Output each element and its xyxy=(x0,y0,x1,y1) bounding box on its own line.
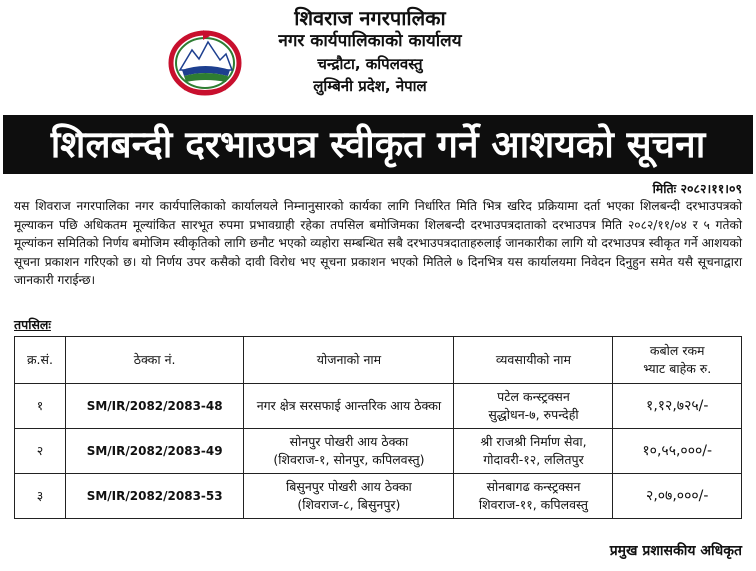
row-firm-line2: गोदावरी-१२, ललितपुर xyxy=(483,452,584,467)
row-firm-line2: सुद्धोधन-७, रुपन्देही xyxy=(488,407,579,422)
header-bid-amount-line1: कबोल रकम xyxy=(649,343,705,358)
row-firm-line1: पटेल कन्स्ट्रक्सन xyxy=(497,389,570,404)
row-bid-amount: १,१२,७२५/- xyxy=(613,384,742,429)
header-bid-amount-line2: भ्याट बाहेक रु. xyxy=(643,361,712,376)
header-project-name: योजनाको नाम xyxy=(244,337,454,384)
letterhead xyxy=(0,0,756,112)
municipality-name: शिवराज नगरपालिका xyxy=(294,6,446,30)
bid-acceptance-table xyxy=(14,336,742,519)
row-serial-number: १ xyxy=(15,384,66,429)
nepal-emblem-icon xyxy=(168,26,242,96)
row-project-line2: (शिवराज-१, सोनपुर, कपिलवस्तु) xyxy=(273,452,425,467)
row-project-line1: बिसुनपुर पोखरी आय ठेक्का xyxy=(286,479,412,494)
row-firm-name xyxy=(454,384,613,429)
notice-date: मितिः २०८२।११।०९ xyxy=(652,181,742,196)
office-name: नगर कार्यपालिकाको कार्यालय xyxy=(278,31,462,51)
row-contract-number: SM/IR/2082/2083-48 xyxy=(65,384,243,429)
row-firm-name xyxy=(454,429,613,474)
table-row xyxy=(15,384,742,429)
header-serial-number: क्र.सं. xyxy=(15,337,66,384)
row-bid-amount: २,०७,०००/- xyxy=(613,474,742,519)
row-project-line2: (शिवराज-८, बिसुनपुर) xyxy=(297,497,401,512)
table-header-row xyxy=(15,337,742,384)
notice-body-paragraph: यस शिवराज नगरपालिका नगर कार्यपालिकाको कार्यालयले निम्नानुसारको कार्यका लागि निर्धारित मिति भित्र खरिद प्रक्रियामा दर्ता भएका शिलबन्दी दरभाउपत्रको मूल्याकन पछि अधिकतम मूल्यांकित सारभूत रुपमा प्रभावग्राही रहेका तपसिल बमोजिमका शिलबन्दी दरभाउपत्रदाताको दरभाउपत्र मिति २०८२/११/०४ र ५ गतेको मूल्यांकन समितिको निर्णय बमोजिम स्वीकृतिको लागि छनौट भएको व्यहोरा सम्बन्धित सबै दरभाउपत्रदाताहरुलाई जानकारीका लागि यो दरभाउपत्र स्वीकृत गर्ने आशयको सूचना प्रकाशन गरिएको छ। यो निर्णय उपर कसैको दावी विरोध भए सूचना प्रकाशन भएको मितिले ७ दिनभित्र यस कार्यालयमा निवेदन दिनुहुन समेत यसै सूचनाद्वारा जानकारी गराईन्छ। xyxy=(14,199,742,287)
row-contract-number: SM/IR/2082/2083-49 xyxy=(65,429,243,474)
header-bid-amount xyxy=(613,337,742,384)
notice-title-banner: शिलबन्दी दरभाउपत्र स्वीकृत गर्ने आशयको सूचना xyxy=(3,115,753,174)
table-row xyxy=(15,429,742,474)
row-bid-amount: १०,५५,०००/- xyxy=(613,429,742,474)
row-firm-line2: शिवराज-११, कपिलवस्तु xyxy=(478,497,589,512)
details-label: तपसिलः xyxy=(14,317,51,332)
row-firm-name xyxy=(454,474,613,519)
row-serial-number: ३ xyxy=(15,474,66,519)
row-contract-number: SM/IR/2082/2083-53 xyxy=(65,474,243,519)
province-country: लुम्बिनी प्रदेश, नेपाल xyxy=(313,77,427,95)
row-project-line1: नगर क्षेत्र सरसफाई आन्तरिक आय ठेक्का xyxy=(256,398,442,413)
office-location: चन्द्रौटा, कपिलवस्तु xyxy=(317,55,423,73)
row-project-name xyxy=(244,384,454,429)
row-firm-line1: सोनबागढ कन्स्ट्रक्सन xyxy=(486,479,581,494)
row-firm-line1: श्री राजश्री निर्माण सेवा, xyxy=(480,434,587,449)
row-project-line1: सोनपुर पोखरी आय ठेक्का xyxy=(289,434,409,449)
header-firm-name: व्यवसायीको नाम xyxy=(454,337,613,384)
row-project-name xyxy=(244,474,454,519)
row-project-name xyxy=(244,429,454,474)
row-serial-number: २ xyxy=(15,429,66,474)
header-contract-number: ठेक्का नं. xyxy=(65,337,243,384)
signatory-title: प्रमुख प्रशासकीय अधिकृत xyxy=(609,543,742,559)
table-row xyxy=(15,474,742,519)
